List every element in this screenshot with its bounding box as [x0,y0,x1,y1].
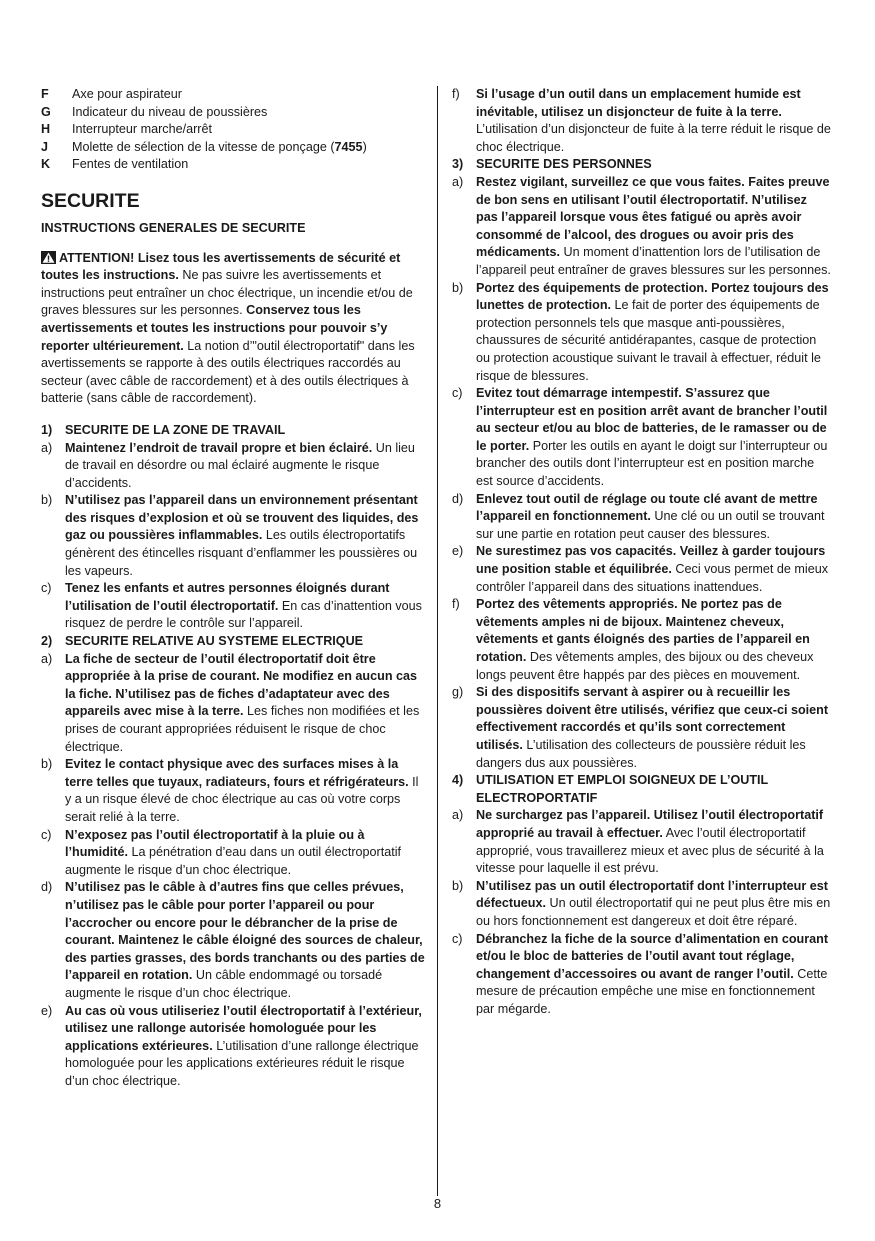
item-plain-text: Un câble endommagé ou torsadé augmente le risque d’un choc électrique. [65,968,383,1000]
intro-keep-bold: Conservez tous les avertissements et toutes les instructions pour pouvoir s’y reporter ultérieurement. [41,303,388,353]
section-3 [452,156,832,772]
item-text [476,280,832,386]
item-bold-text: Tenez les enfants et autres personnes éloignés durant l’utilisation de l’outil électroportatif. [65,581,390,613]
list-item [41,827,426,880]
list-item [41,492,426,580]
list-item [452,931,832,1019]
legend-row [41,104,426,122]
section-heading-text: UTILISATION ET EMPLOI SOIGNEUX DE L’OUTIL ELECTROPORTATIF [476,773,769,805]
item-bold-text: Evitez le contact physique avec des surfaces mises à la terre telles que tuyaux, radiateurs, fours et réfrigérateurs. [65,757,409,789]
item-text [476,491,832,544]
list-item [41,756,426,826]
legend-row [41,156,426,174]
item-text [476,596,832,684]
section-heading [41,633,426,651]
item-text [65,492,426,580]
item-marker: c) [41,581,52,596]
item-bold-text: Ne surestimez pas vos capacités. Veillez à garder toujours une position stable et équilibrée. [476,544,826,577]
section-number: 4) [452,773,464,788]
item-text [65,440,426,493]
legend-text-main: Fentes de ventilation [72,157,189,172]
section-number: 1) [41,422,53,437]
item-marker: f) [452,597,460,612]
list-item [41,440,426,493]
legend-text-main: Interrupteur marche/arrêt [72,122,212,137]
item-plain-text: Les outils électroportatifs génèrent des étincelles risquant d’enflammer les poussières ou les vapeurs. [65,528,418,578]
section-number: 3) [452,157,464,172]
item-plain-text: L’utilisation d’un disjoncteur de fuite à la terre réduit le risque de choc électrique. [476,122,831,154]
item-bold-text: Maintenez l’endroit de travail propre et bien éclairé. [65,440,373,455]
item-plain-text: L’utilisation d’une rallonge électrique homologuée pour les applications extérieures réduit le risque d’un choc électrique. [65,1038,419,1088]
item-plain-text: Un outil électroportatif qui ne peut plus être mis en ou hors fonctionnement est dangereux et doit être réparé. [476,896,831,928]
item-bold-text: N’exposez pas l’outil électroportatif à la pluie ou à l’humidité. [65,827,365,860]
section-heading [452,156,832,174]
item-text [476,878,832,931]
item-marker: c) [41,827,52,842]
warning-icon [41,251,56,264]
intro-text-2: La notion d’"outil électroportatif" dans les avertissements se rapporte à des outils électriques raccordés au secteur (avec câble de raccordement) et à des outils électriques à batterie (sans câble de raccordement). [41,338,415,406]
legend-key: J [41,139,49,154]
section-title: SECURITE [41,189,140,212]
section-heading [452,772,832,807]
legend-text-tail: ) [362,139,367,154]
legend-key: K [41,157,51,172]
section-4 [452,772,832,1018]
legend-row [41,121,426,139]
item-marker: b) [452,878,464,893]
parts-legend [41,86,426,174]
item-text [65,879,426,1002]
item-plain-text: Porter les outils en ayant le doigt sur l’interrupteur ou brancher des outils dont l’interrupteur est en position marche est source d’accidents. [476,438,828,489]
section-2-continued [452,86,832,156]
item-plain-text: Les fiches non modifiées et les prises de courant appropriées réduisent le risque de choc électrique. [65,704,420,754]
item-text [476,174,832,280]
item-plain-text: L’utilisation des collecteurs de poussière réduit les dangers dus aux poussières. [476,737,806,770]
list-item [452,86,832,156]
legend-row [41,86,426,104]
item-text [476,543,832,596]
item-marker: b) [41,493,53,508]
legend-text-main: Molette de sélection de la vitesse de ponçage ( [72,139,335,154]
item-plain-text: Un moment d’inattention lors de l’utilisation de l’appareil peut entraîner de graves blessures sur les personnes. [476,245,831,277]
item-plain-text: Un lieu de travail en désordre ou mal éclairé augmente le risque d’accidents. [65,440,415,490]
list-item [41,651,426,757]
item-plain-text: Le fait de porter des équipements de protection personnels tels que masque anti-poussières, chaussures de sécurité antidérapantes, casque de protection ou protection acoustique suivant le travail à effectuer, réduit le risque de blessures. [476,298,821,383]
legend-row [41,139,426,157]
item-text [65,756,426,826]
item-text [476,931,832,1019]
item-bold-text: Ne surchargez pas l’appareil. Utilisez l’outil électroportatif approprié au travail à effectuer. [476,808,824,840]
legend-text [72,156,188,174]
section-heading-text: SECURITE DE LA ZONE DE TRAVAIL [65,422,286,437]
list-item [452,174,832,280]
legend-key: H [41,122,51,137]
list-item [452,280,832,386]
item-marker: a) [452,808,464,823]
legend-text [72,121,212,139]
list-item [452,684,832,772]
section-heading [41,422,426,440]
item-plain-text: La pénétration d’eau dans un outil électroportatif augmente le risque d’un choc électrique. [65,845,402,877]
column-divider [437,86,438,1196]
item-marker: b) [41,757,53,772]
list-item [452,543,832,596]
right-column [452,86,832,1018]
item-marker: f) [452,87,460,101]
item-plain-text: Ceci vous permet de mieux contrôler l’appareil dans des situations inattendues. [476,562,829,594]
section-heading-text: SECURITE RELATIVE AU SYSTEME ELECTRIQUE [65,634,364,649]
intro-text-1: Ne pas suivre les avertissements et instructions peut entraîner un choc électrique, un incendie et/ou de graves blessures sur les personnes. [41,268,413,318]
legend-key: F [41,87,49,101]
item-marker: d) [452,491,464,506]
legend-text-main: Axe pour aspirateur [72,87,182,101]
legend-text [72,86,182,104]
item-plain-text: Une clé ou un outil se trouvant sur une partie en rotation peut causer des blessures. [476,509,825,541]
intro-paragraph [41,250,426,408]
item-marker: a) [41,440,53,455]
item-plain-text: Des vêtements amples, des bijoux ou des cheveux longs peuvent être happés par des pièces en mouvement. [476,650,814,682]
item-bold-text: N’utilisez pas un outil électroportatif dont l’interrupteur est défectueux. [476,878,828,911]
item-marker: e) [452,544,464,559]
item-bold-text: N’utilisez pas le câble à d’autres fins que celles prévues, n’utilisez pas le câble pour porter l’appareil ou pour l’accrocher ou encore pour le débrancher de la prise de courant. Maintenez le câble éloigné des sources de chaleur, des parties grasses, des bords tranchants ou des parties de l’appareil en rotation. [65,880,425,983]
item-plain-text: En cas d’inattention vous risquez de perdre le contrôle sur l’appareil. [65,598,422,631]
item-bold-text: Portez des équipements de protection. Portez toujours des lunettes de protection. [476,280,829,313]
item-bold-text: Si des dispositifs servant à aspirer ou à recueillir les poussières doivent être utilisés, vérifiez que ceux-ci soient effectivement raccordés et qu’ils sont correctement utilisés. [476,685,829,752]
section-2 [41,633,426,1090]
item-bold-text: N’utilisez pas l’appareil dans un environnement présentant des risques d’explosion et où se trouvent des liquides, des gaz ou poussières inflammables. [65,493,419,543]
legend-key: G [41,104,51,119]
list-item [452,878,832,931]
item-text [65,827,426,880]
item-marker: a) [452,174,464,189]
item-text [476,684,832,772]
list-item [41,580,426,633]
item-plain-text: Il y a un risque élevé de choc électrique au cas où votre corps serait relié à la terre. [65,774,419,824]
list-item [452,385,832,491]
item-text [476,385,832,491]
legend-text-bold: 7455 [334,139,363,154]
item-marker: d) [41,880,53,895]
section-subtitle: INSTRUCTIONS GENERALES DE SECURITE [41,220,306,235]
legend-text [72,139,367,157]
item-bold-text: Débranchez la fiche de la source d’alimentation en courant et/ou le bloc de batteries de l’outil avant tout réglage, changement d’accessoires ou avant de ranger l’outil. [476,931,829,981]
item-text [65,651,426,757]
item-bold-text: La fiche de secteur de l’outil électroportatif doit être appropriée à la prise de courant. Ne modifiez en aucun cas la fiche. N’utilisez pas de fiches d’adaptateur avec des appareils avec mise à la terre. [65,651,418,719]
item-text [476,86,832,156]
section-number: 2) [41,634,53,649]
list-item [41,879,426,1002]
page-number: 8 [433,1196,442,1211]
item-plain-text: Avec l’outil électroportatif approprié, vous travaillerez mieux et avec plus de sécurité à la vitesse pour laquelle il est prévu. [476,825,824,876]
item-bold-text: Evitez tout démarrage intempestif. S’assurez que l’interrupteur est en position arrêt avant de brancher l’outil au secteur et/ou au bloc de batteries, de le ramasser ou de le porter. [476,386,828,453]
item-marker: b) [452,280,464,295]
section-1 [41,422,426,633]
item-text [65,1003,426,1091]
item-text [65,580,426,633]
intro-warning-bold: ATTENTION! Lisez tous les avertissements de sécurité et toutes les instructions. [41,250,401,283]
item-plain-text: Cette mesure de précaution empêche une mise en fonctionnement par mégarde. [476,966,828,1016]
section-heading-text: SECURITE DES PERSONNES [476,157,652,172]
item-bold-text: Restez vigilant, surveillez ce que vous faites. Faites preuve de bon sens en utilisant l’outil électroportatif. N’utilisez pas l’appareil lorsque vous êtes fatigué ou après avoir consommé de l’alcool, des drogues ou avoir pris des médicaments. [476,174,830,260]
legend-text [72,104,267,122]
list-item [452,491,832,544]
item-bold-text: Portez des vêtements appropriés. Ne portez pas de vêtements amples ni de bijoux. Maintenez cheveux, vêtements et gants éloignés des parties de l’appareil en rotation. [476,597,810,664]
item-bold-text: Au cas où vous utiliseriez l’outil électroportatif à l’extérieur, utilisez une rallonge autorisée homologuée pour les applications extérieures. [65,1003,422,1053]
item-bold-text: Enlevez tout outil de réglage ou toute clé avant de mettre l’appareil en fonctionnement. [476,491,818,524]
item-marker: c) [452,931,463,946]
item-bold-text: Si l’usage d’un outil dans un emplacement humide est inévitable, utilisez un disjoncteur de fuite à la terre. [476,87,801,119]
item-marker: e) [41,1003,53,1018]
item-marker: a) [41,651,53,666]
list-item [41,1003,426,1091]
legend-text-main: Indicateur du niveau de poussières [72,104,268,119]
item-text [476,807,832,877]
list-item [452,596,832,684]
list-item [452,807,832,877]
item-marker: g) [452,685,464,700]
left-column [41,86,426,1090]
item-marker: c) [452,386,463,401]
